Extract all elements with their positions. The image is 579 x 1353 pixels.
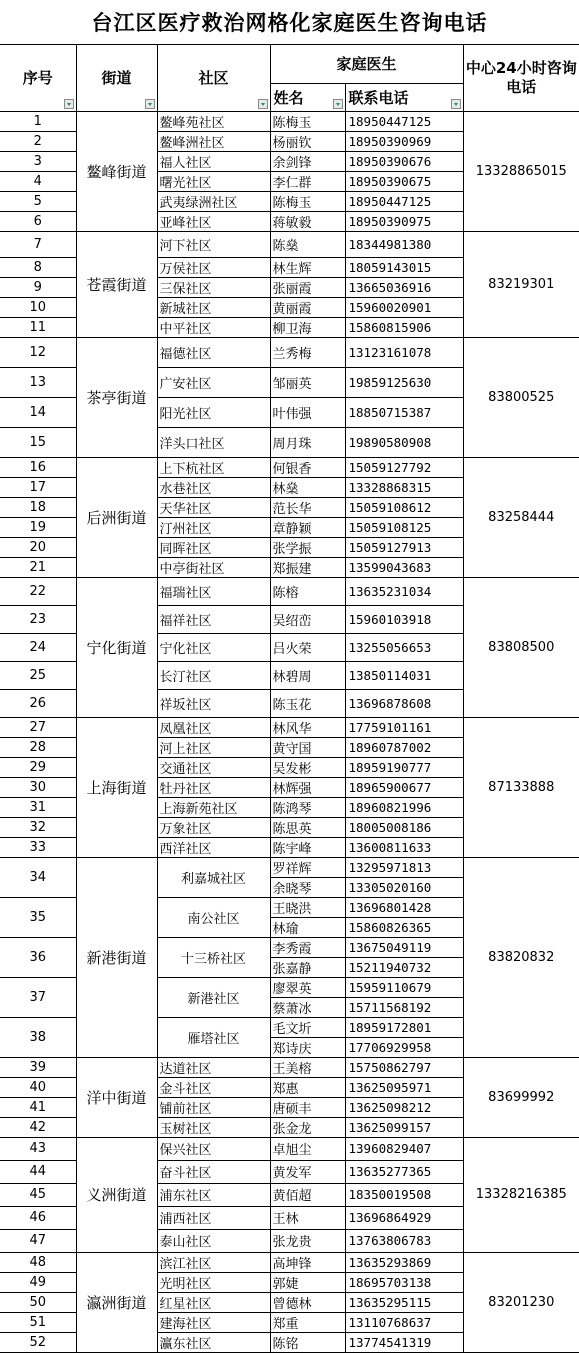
doctor-phone: 15750862797 xyxy=(345,1057,463,1077)
doctor-name: 卓旭尘 xyxy=(270,1137,345,1160)
doctor-name: 陈榕 xyxy=(270,577,345,605)
community-cell: 长汀社区 xyxy=(157,661,270,689)
community-cell: 水巷社区 xyxy=(157,477,270,497)
doctor-name: 林碧周 xyxy=(270,661,345,689)
doctor-phone: 13295971813 xyxy=(345,857,463,877)
doctor-phone: 15860826365 xyxy=(345,917,463,937)
community-cell: 中平社区 xyxy=(157,317,270,337)
doctor-name: 高坤锋 xyxy=(270,1252,345,1272)
street-cell: 鳌峰街道 xyxy=(76,111,157,231)
community-cell: 浦西社区 xyxy=(157,1206,270,1229)
doctor-name: 张金龙 xyxy=(270,1117,345,1137)
doctor-phone: 18344981380 xyxy=(345,231,463,257)
community-cell: 达道社区 xyxy=(157,1057,270,1077)
row-index: 52 xyxy=(0,1332,76,1352)
doctor-name: 蒋敏毅 xyxy=(270,211,345,231)
community-cell: 福祥社区 xyxy=(157,605,270,633)
doctor-phone: 15059127792 xyxy=(345,457,463,477)
doctor-name: 郑振建 xyxy=(270,557,345,577)
center-phone: 83808500 xyxy=(463,577,579,717)
doctor-phone: 13635231034 xyxy=(345,577,463,605)
doctor-name: 黄发军 xyxy=(270,1160,345,1183)
doctor-phone: 13625098212 xyxy=(345,1097,463,1117)
doctor-phone: 18350019508 xyxy=(345,1183,463,1206)
header-community: 社区 xyxy=(157,45,270,111)
doctor-phone: 18960821996 xyxy=(345,797,463,817)
doctor-phone: 18950447125 xyxy=(345,111,463,131)
doctor-name: 廖翠英 xyxy=(270,977,345,997)
row-index: 30 xyxy=(0,777,76,797)
row-index: 38 xyxy=(0,1017,76,1057)
row-index: 44 xyxy=(0,1160,76,1183)
doctor-phone: 15059108612 xyxy=(345,497,463,517)
doctor-name: 王林 xyxy=(270,1206,345,1229)
community-cell: 河下社区 xyxy=(157,231,270,257)
doctor-phone: 13665036916 xyxy=(345,277,463,297)
doctor-name: 张嘉静 xyxy=(270,957,345,977)
doctor-name: 兰秀梅 xyxy=(270,337,345,367)
doctor-phone: 18959172801 xyxy=(345,1017,463,1037)
row-index: 37 xyxy=(0,977,76,1017)
community-cell: 浦东社区 xyxy=(157,1183,270,1206)
doctor-phone: 13696864929 xyxy=(345,1206,463,1229)
row-index: 49 xyxy=(0,1272,76,1292)
doctor-phone: 15960020901 xyxy=(345,297,463,317)
doctor-name: 林瑜 xyxy=(270,917,345,937)
center-phone: 83699992 xyxy=(463,1057,579,1137)
community-cell: 铺前社区 xyxy=(157,1097,270,1117)
street-cell: 后洲街道 xyxy=(76,457,157,577)
doctor-phone: 18950390969 xyxy=(345,131,463,151)
community-cell: 祥坂社区 xyxy=(157,689,270,717)
doctor-name: 张龙贵 xyxy=(270,1229,345,1252)
doctor-phone: 13960829407 xyxy=(345,1137,463,1160)
header-street: 街道 xyxy=(76,45,157,111)
doctor-name: 张丽霞 xyxy=(270,277,345,297)
community-cell: 上下杭社区 xyxy=(157,457,270,477)
doctor-name: 张学振 xyxy=(270,537,345,557)
street-cell: 苍霞街道 xyxy=(76,231,157,337)
doctor-name: 林燊 xyxy=(270,477,345,497)
row-index: 50 xyxy=(0,1292,76,1312)
row-index: 11 xyxy=(0,317,76,337)
doctor-name: 林生辉 xyxy=(270,257,345,277)
doctor-phone: 18695703138 xyxy=(345,1272,463,1292)
row-index: 41 xyxy=(0,1097,76,1117)
row-index: 32 xyxy=(0,817,76,837)
row-index: 22 xyxy=(0,577,76,605)
row-index: 19 xyxy=(0,517,76,537)
center-phone: 83820832 xyxy=(463,857,579,1057)
center-phone: 13328216385 xyxy=(463,1137,579,1252)
filter-dropdown-icon[interactable] xyxy=(333,99,343,109)
street-cell: 茶亭街道 xyxy=(76,337,157,457)
doctor-phone: 18950447125 xyxy=(345,191,463,211)
doctor-name: 林辉强 xyxy=(270,777,345,797)
street-cell: 洋中街道 xyxy=(76,1057,157,1137)
row-index: 36 xyxy=(0,937,76,977)
doctor-phone: 13600811633 xyxy=(345,837,463,857)
row-index: 25 xyxy=(0,661,76,689)
row-index: 12 xyxy=(0,337,76,367)
row-index: 21 xyxy=(0,557,76,577)
doctor-phone: 18959190777 xyxy=(345,757,463,777)
community-cell: 新城社区 xyxy=(157,297,270,317)
doctor-phone: 13774541319 xyxy=(345,1332,463,1352)
header-family-doctor: 家庭医生 xyxy=(270,45,463,83)
doctor-name: 曾德林 xyxy=(270,1292,345,1312)
doctor-name: 王美榕 xyxy=(270,1057,345,1077)
doctor-table xyxy=(0,45,579,1353)
row-index: 13 xyxy=(0,367,76,397)
doctor-name: 唐硕丰 xyxy=(270,1097,345,1117)
header-phone: 联系电话 xyxy=(345,83,463,111)
doctor-name: 吴发彬 xyxy=(270,757,345,777)
community-cell: 雁塔社区 xyxy=(157,1017,270,1057)
row-index: 34 xyxy=(0,857,76,897)
community-cell: 福德社区 xyxy=(157,337,270,367)
row-index: 10 xyxy=(0,297,76,317)
community-cell: 河上社区 xyxy=(157,737,270,757)
doctor-phone: 13675049119 xyxy=(345,937,463,957)
doctor-name: 蔡萧冰 xyxy=(270,997,345,1017)
row-index: 35 xyxy=(0,897,76,937)
row-index: 20 xyxy=(0,537,76,557)
doctor-name: 李仁群 xyxy=(270,171,345,191)
row-index: 42 xyxy=(0,1117,76,1137)
doctor-name: 郭婕 xyxy=(270,1272,345,1292)
community-cell: 中亭街社区 xyxy=(157,557,270,577)
doctor-name: 吴绍峦 xyxy=(270,605,345,633)
doctor-phone: 13635293869 xyxy=(345,1252,463,1272)
doctor-phone: 13123161078 xyxy=(345,337,463,367)
doctor-name: 周月珠 xyxy=(270,427,345,457)
doctor-phone: 15960103918 xyxy=(345,605,463,633)
doctor-phone: 18950390676 xyxy=(345,151,463,171)
community-cell: 建海社区 xyxy=(157,1312,270,1332)
doctor-phone: 13599043683 xyxy=(345,557,463,577)
row-index: 9 xyxy=(0,277,76,297)
community-cell: 保兴社区 xyxy=(157,1137,270,1160)
community-cell: 红星社区 xyxy=(157,1292,270,1312)
doctor-phone: 13110768637 xyxy=(345,1312,463,1332)
filter-dropdown-icon[interactable] xyxy=(145,99,155,109)
community-cell: 玉树社区 xyxy=(157,1117,270,1137)
doctor-name: 杨丽钦 xyxy=(270,131,345,151)
row-index: 31 xyxy=(0,797,76,817)
doctor-phone: 19859125630 xyxy=(345,367,463,397)
community-cell: 汀州社区 xyxy=(157,517,270,537)
doctor-name: 陈思英 xyxy=(270,817,345,837)
doctor-name: 陈宇峰 xyxy=(270,837,345,857)
street-cell: 义洲街道 xyxy=(76,1137,157,1252)
community-cell: 交通社区 xyxy=(157,757,270,777)
row-index: 18 xyxy=(0,497,76,517)
doctor-phone: 18059143015 xyxy=(345,257,463,277)
row-index: 4 xyxy=(0,171,76,191)
community-cell: 亚峰社区 xyxy=(157,211,270,231)
doctor-phone: 18850715387 xyxy=(345,397,463,427)
row-index: 3 xyxy=(0,151,76,171)
doctor-name: 黄守国 xyxy=(270,737,345,757)
community-cell: 福瑞社区 xyxy=(157,577,270,605)
center-phone: 83201230 xyxy=(463,1252,579,1352)
doctor-phone: 15959110679 xyxy=(345,977,463,997)
community-cell: 新港社区 xyxy=(157,977,270,1017)
street-cell: 宁化街道 xyxy=(76,577,157,717)
row-index: 15 xyxy=(0,427,76,457)
row-index: 47 xyxy=(0,1229,76,1252)
table-body xyxy=(0,111,579,1352)
row-index: 48 xyxy=(0,1252,76,1272)
doctor-name: 叶伟强 xyxy=(270,397,345,427)
community-cell: 宁化社区 xyxy=(157,633,270,661)
doctor-phone: 15059127913 xyxy=(345,537,463,557)
community-cell: 万象社区 xyxy=(157,817,270,837)
row-index: 39 xyxy=(0,1057,76,1077)
doctor-name: 余剑锋 xyxy=(270,151,345,171)
community-cell: 光明社区 xyxy=(157,1272,270,1292)
header-name: 姓名 xyxy=(270,83,345,111)
doctor-name: 陈鸿琴 xyxy=(270,797,345,817)
doctor-name: 毛文圻 xyxy=(270,1017,345,1037)
doctor-name: 郑诗庆 xyxy=(270,1037,345,1057)
doctor-name: 何银香 xyxy=(270,457,345,477)
doctor-name: 吕火荣 xyxy=(270,633,345,661)
doctor-phone: 13625099157 xyxy=(345,1117,463,1137)
doctor-phone: 18005008186 xyxy=(345,817,463,837)
row-index: 23 xyxy=(0,605,76,633)
row-index: 7 xyxy=(0,231,76,257)
filter-dropdown-icon[interactable] xyxy=(64,99,74,109)
doctor-phone: 18950390975 xyxy=(345,211,463,231)
community-cell: 鳌峰苑社区 xyxy=(157,111,270,131)
doctor-phone: 13696878608 xyxy=(345,689,463,717)
doctor-name: 黄佰超 xyxy=(270,1183,345,1206)
community-cell: 曙光社区 xyxy=(157,171,270,191)
row-index: 51 xyxy=(0,1312,76,1332)
row-index: 6 xyxy=(0,211,76,231)
center-phone: 87133888 xyxy=(463,717,579,857)
center-phone: 13328865015 xyxy=(463,111,579,231)
row-index: 45 xyxy=(0,1183,76,1206)
doctor-phone: 18950390675 xyxy=(345,171,463,191)
doctor-phone: 17759101161 xyxy=(345,717,463,737)
doctor-name: 李秀霞 xyxy=(270,937,345,957)
filter-dropdown-icon[interactable] xyxy=(258,99,268,109)
doctor-name: 郑重 xyxy=(270,1312,345,1332)
center-phone: 83800525 xyxy=(463,337,579,457)
community-cell: 十三桥社区 xyxy=(157,937,270,977)
doctor-phone: 17706929958 xyxy=(345,1037,463,1057)
street-cell: 上海街道 xyxy=(76,717,157,857)
row-index: 16 xyxy=(0,457,76,477)
community-cell: 同晖社区 xyxy=(157,537,270,557)
doctor-phone: 19890580908 xyxy=(345,427,463,457)
street-cell: 新港街道 xyxy=(76,857,157,1057)
community-cell: 西洋社区 xyxy=(157,837,270,857)
doctor-phone: 18960787002 xyxy=(345,737,463,757)
row-index: 40 xyxy=(0,1077,76,1097)
row-index: 2 xyxy=(0,131,76,151)
doctor-name: 陈铭 xyxy=(270,1332,345,1352)
street-cell: 瀛洲街道 xyxy=(76,1252,157,1352)
row-index: 26 xyxy=(0,689,76,717)
community-cell: 鳌峰洲社区 xyxy=(157,131,270,151)
community-cell: 牡丹社区 xyxy=(157,777,270,797)
doctor-phone: 18965900677 xyxy=(345,777,463,797)
doctor-phone: 13305020160 xyxy=(345,877,463,897)
doctor-phone: 13328868315 xyxy=(345,477,463,497)
community-cell: 南公社区 xyxy=(157,897,270,937)
community-cell: 金斗社区 xyxy=(157,1077,270,1097)
community-cell: 上海新苑社区 xyxy=(157,797,270,817)
doctor-name: 林风华 xyxy=(270,717,345,737)
community-cell: 瀛东社区 xyxy=(157,1332,270,1352)
community-cell: 利嘉城社区 xyxy=(157,857,270,897)
community-cell: 滨江社区 xyxy=(157,1252,270,1272)
community-cell: 洋头口社区 xyxy=(157,427,270,457)
doctor-name: 余晓琴 xyxy=(270,877,345,897)
doctor-name: 黄丽霞 xyxy=(270,297,345,317)
doctor-name: 章静颖 xyxy=(270,517,345,537)
row-index: 24 xyxy=(0,633,76,661)
header-index: 序号 xyxy=(0,45,76,111)
row-index: 17 xyxy=(0,477,76,497)
row-index: 8 xyxy=(0,257,76,277)
row-index: 46 xyxy=(0,1206,76,1229)
doctor-name: 王晓洪 xyxy=(270,897,345,917)
community-cell: 三保社区 xyxy=(157,277,270,297)
doctor-phone: 15860815906 xyxy=(345,317,463,337)
doctor-phone: 13850114031 xyxy=(345,661,463,689)
doctor-name: 范长华 xyxy=(270,497,345,517)
doctor-name: 陈梅玉 xyxy=(270,111,345,131)
community-cell: 天华社区 xyxy=(157,497,270,517)
doctor-phone: 13635295115 xyxy=(345,1292,463,1312)
doctor-phone: 13255056653 xyxy=(345,633,463,661)
community-cell: 奋斗社区 xyxy=(157,1160,270,1183)
doctor-phone: 15059108125 xyxy=(345,517,463,537)
header-center-phone: 中心24小时咨询电话 xyxy=(463,45,579,111)
community-cell: 泰山社区 xyxy=(157,1229,270,1252)
doctor-name: 罗祥辉 xyxy=(270,857,345,877)
community-cell: 武夷绿洲社区 xyxy=(157,191,270,211)
doctor-name: 陈玉花 xyxy=(270,689,345,717)
community-cell: 阳光社区 xyxy=(157,397,270,427)
community-cell: 凤凰社区 xyxy=(157,717,270,737)
doctor-phone: 15711568192 xyxy=(345,997,463,1017)
doctor-name: 邹丽英 xyxy=(270,367,345,397)
doctor-name: 陈燊 xyxy=(270,231,345,257)
doctor-phone: 13696801428 xyxy=(345,897,463,917)
row-index: 1 xyxy=(0,111,76,131)
doctor-phone: 13625095971 xyxy=(345,1077,463,1097)
community-cell: 广安社区 xyxy=(157,367,270,397)
doctor-phone: 13763806783 xyxy=(345,1229,463,1252)
row-index: 33 xyxy=(0,837,76,857)
sheet-title: 台江区医疗救治网格化家庭医生咨询电话 xyxy=(0,0,579,45)
center-phone: 83219301 xyxy=(463,231,579,337)
row-index: 28 xyxy=(0,737,76,757)
doctor-phone: 15211940732 xyxy=(345,957,463,977)
filter-dropdown-icon[interactable] xyxy=(451,99,461,109)
row-index: 29 xyxy=(0,757,76,777)
row-index: 5 xyxy=(0,191,76,211)
community-cell: 福人社区 xyxy=(157,151,270,171)
community-cell: 万侯社区 xyxy=(157,257,270,277)
doctor-name: 柳卫海 xyxy=(270,317,345,337)
doctor-phone: 13635277365 xyxy=(345,1160,463,1183)
doctor-name: 陈梅玉 xyxy=(270,191,345,211)
doctor-name: 郑惠 xyxy=(270,1077,345,1097)
row-index: 27 xyxy=(0,717,76,737)
center-phone: 83258444 xyxy=(463,457,579,577)
row-index: 43 xyxy=(0,1137,76,1160)
row-index: 14 xyxy=(0,397,76,427)
